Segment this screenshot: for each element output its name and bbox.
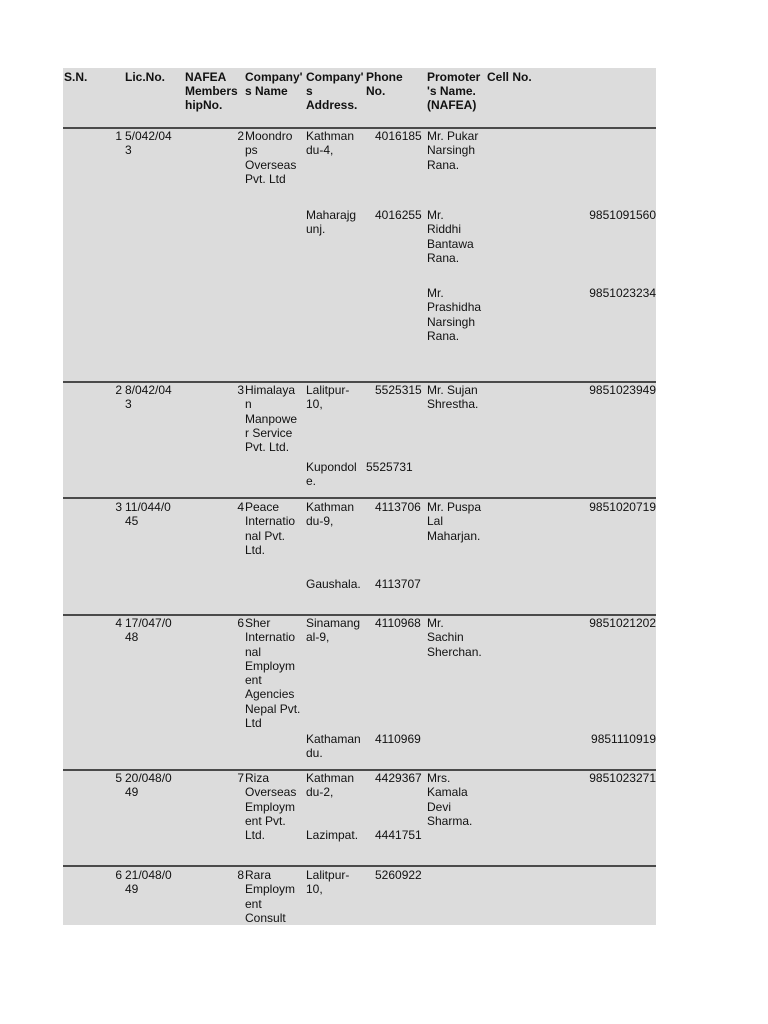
row-divider [63, 497, 656, 499]
header-lic-no: Lic.No. [125, 70, 166, 84]
cell-promoter: Mr. Sachin Sherchan. [427, 616, 482, 659]
cell-phone: 5525731 [366, 460, 413, 474]
cell-cell-no: 9851021202 [589, 616, 656, 630]
header-cell-no: Cell No. [487, 70, 532, 84]
cell-company-name: Peace Internatio nal Pvt. Ltd. [245, 500, 296, 557]
cell-address: Kathman du-2, [306, 771, 355, 800]
cell-phone: 4016185 [375, 129, 422, 143]
cell-address: Gaushala. [306, 577, 361, 591]
cell-address: Kupondol e. [306, 460, 357, 489]
cell-address: Kathman du-9, [306, 500, 355, 529]
cell-cell-no: 9851091560 [589, 208, 656, 222]
cell-sn: 2 [115, 383, 122, 397]
cell-phone: 4113706 [375, 500, 421, 514]
header-promoter-name: Promoter 's Name. (NAFEA) [427, 70, 481, 112]
cell-address: Lalitpur- 10, [306, 868, 350, 897]
cell-cell-no: 9851110919 [591, 732, 656, 746]
cell-phone: 4429367 [375, 771, 422, 785]
cell-cell-no: 9851023271 [589, 771, 656, 785]
cell-lic-no: 11/044/0 45 [125, 500, 171, 529]
cell-address: Lalitpur- 10, [306, 383, 350, 412]
header-phone-no: Phone No. [366, 70, 403, 98]
cell-address: Sinamang al-9, [306, 616, 361, 645]
cell-nafea: 4 [237, 500, 244, 514]
cell-lic-no: 20/048/0 49 [125, 771, 172, 800]
cell-address: Maharajg unj. [306, 208, 357, 237]
cell-company-name: Moondro ps Overseas Pvt. Ltd [245, 129, 297, 186]
cell-sn: 6 [115, 868, 122, 882]
cell-company-name: Riza Overseas Employm ent Pvt. Ltd. [245, 771, 297, 843]
cell-sn: 4 [115, 616, 122, 630]
cell-promoter: Mr. Prashidha Narsingh Rana. [427, 286, 482, 343]
header-sn: S.N. [64, 70, 88, 84]
cell-promoter: Mrs. Kamala Devi Sharma. [427, 771, 473, 828]
cell-promoter: Mr. Puspa Lal Maharjan. [427, 500, 482, 543]
cell-nafea: 8 [237, 868, 244, 882]
cell-phone: 5525315 [375, 383, 422, 397]
cell-promoter: Mr. Pukar Narsingh Rana. [427, 129, 479, 172]
cell-cell-no: 9851023949 [589, 383, 656, 397]
cell-phone: 4113707 [375, 577, 421, 591]
cell-address: Kathaman du. [306, 732, 361, 761]
cell-sn: 5 [115, 771, 122, 785]
cell-phone: 4110968 [375, 616, 421, 630]
cell-promoter: Mr. Sujan Shrestha. [427, 383, 479, 412]
header-company-name: Company' s Name [245, 70, 303, 98]
cell-phone: 4016255 [375, 208, 422, 222]
cell-sn: 1 [115, 129, 122, 143]
row-divider [63, 865, 656, 867]
cell-phone: 4441751 [375, 828, 422, 842]
cell-address: Kathman du-4, [306, 129, 355, 158]
cell-nafea: 6 [237, 616, 244, 630]
cell-phone: 4110969 [375, 732, 421, 746]
header-nafea-membership: NAFEA Members hipNo. [185, 70, 238, 112]
cell-lic-no: 8/042/04 3 [125, 383, 172, 412]
cell-nafea: 2 [237, 129, 244, 143]
cell-promoter: Mr. Riddhi Bantawa Rana. [427, 208, 474, 265]
cell-company-name: Himalaya n Manpowe r Service Pvt. Ltd. [245, 383, 298, 455]
cell-nafea: 3 [237, 383, 244, 397]
cell-nafea: 7 [237, 771, 244, 785]
cell-lic-no: 17/047/0 48 [125, 616, 172, 645]
cell-sn: 3 [115, 500, 122, 514]
cell-company-name: Sher Internatio nal Employm ent Agencies Nepal Pvt. Ltd [245, 616, 301, 731]
cell-company-name: Rara Employm ent Consult [245, 868, 296, 925]
cell-address: Lazimpat. [306, 828, 359, 842]
header-company-address: Company' s Address. [306, 70, 364, 112]
cell-cell-no: 9851023234 [589, 286, 656, 300]
cell-phone: 5260922 [375, 868, 422, 882]
cell-cell-no: 9851020719 [589, 500, 656, 514]
cell-lic-no: 21/048/0 49 [125, 868, 172, 897]
cell-lic-no: 5/042/04 3 [125, 129, 172, 158]
